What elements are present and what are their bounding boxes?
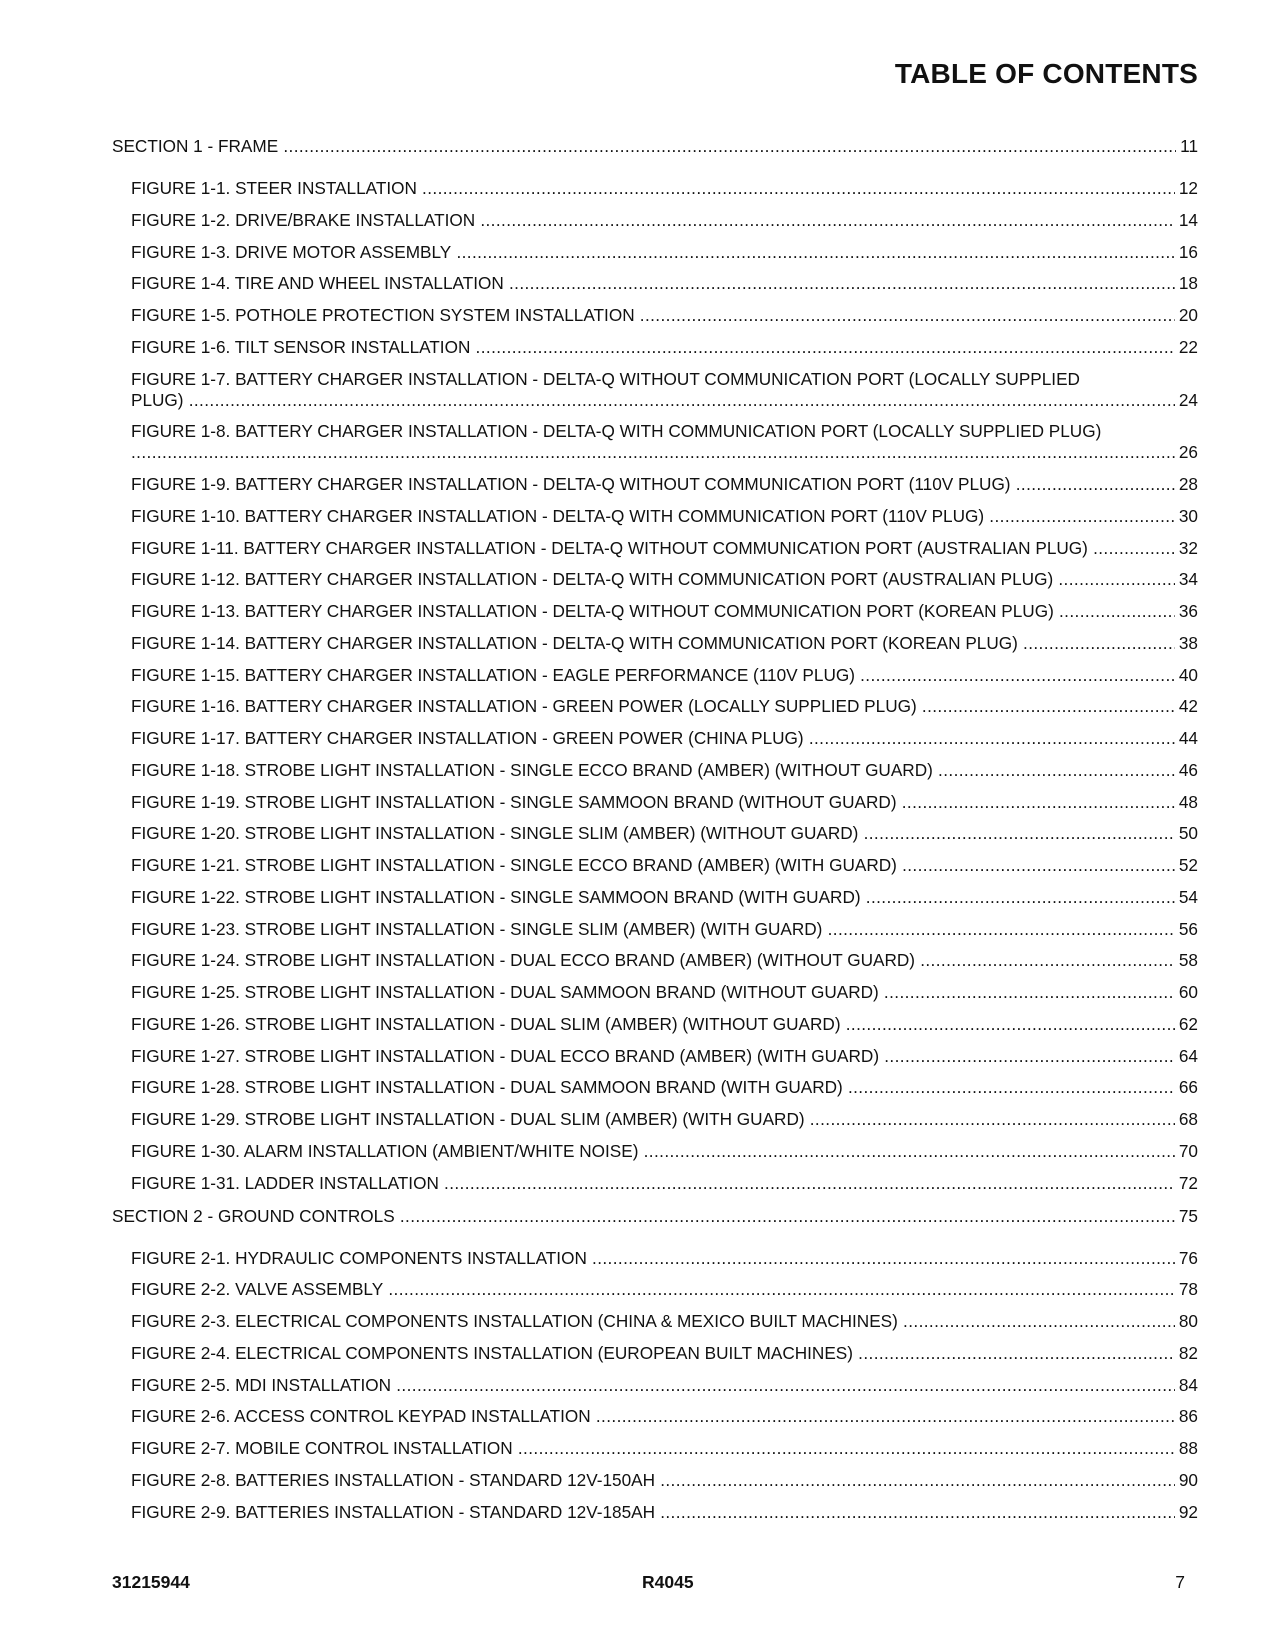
- toc-page-number: 12: [1175, 178, 1198, 199]
- toc-entry-label: FIGURE 1-6. TILT SENSOR INSTALLATION .....: [131, 337, 1198, 357]
- toc-page-number: 66: [1175, 1077, 1198, 1098]
- toc-entry-label: FIGURE 1-30. ALARM INSTALLATION (AMBIENT/WHITE NOISE) .....: [131, 1141, 1198, 1161]
- toc-figure-entry[interactable]: [131, 1248, 1198, 1269]
- toc-figure-entry[interactable]: [131, 760, 1198, 781]
- toc-entry-label: FIGURE 1-23. STROBE LIGHT INSTALLATION - SINGLE SLIM (AMBER) (WITH GUARD) .....: [131, 919, 1198, 939]
- toc-entry-label: FIGURE 1-14. BATTERY CHARGER INSTALLATION - DELTA-Q WITH COMMUNICATION PORT (KOREAN PLUG) .....: [131, 633, 1198, 653]
- toc-page-number: 80: [1175, 1311, 1198, 1332]
- page-title: TABLE OF CONTENTS: [894, 58, 1198, 89]
- toc-figure-entry[interactable]: [131, 1343, 1198, 1364]
- toc-entry-label: FIGURE 1-10. BATTERY CHARGER INSTALLATION - DELTA-Q WITH COMMUNICATION PORT (110V PLUG) .....: [131, 506, 1198, 526]
- toc-entry-label: FIGURE 2-2. VALVE ASSEMBLY .....: [131, 1279, 1198, 1299]
- toc-page-number: 60: [1175, 982, 1198, 1003]
- toc-entry-label: FIGURE 1-17. BATTERY CHARGER INSTALLATION - GREEN POWER (CHINA PLUG) .....: [131, 728, 1198, 748]
- toc-page-number: 38: [1175, 633, 1198, 654]
- toc-figure-entry[interactable]: [131, 421, 1198, 463]
- toc-figure-entry[interactable]: [131, 982, 1198, 1003]
- toc-page-number: 62: [1175, 1014, 1198, 1035]
- toc-page-number: 14: [1175, 210, 1198, 231]
- toc-entry-label: FIGURE 1-27. STROBE LIGHT INSTALLATION - DUAL ECCO BRAND (AMBER) (WITH GUARD) .....: [131, 1046, 1198, 1066]
- toc-figure-entry[interactable]: [131, 1279, 1198, 1300]
- toc-page-number: 11: [1176, 136, 1198, 157]
- toc-figure-entry[interactable]: [131, 1502, 1198, 1523]
- toc-figure-entry[interactable]: [131, 1014, 1198, 1035]
- toc-figure-entry[interactable]: [131, 178, 1198, 199]
- toc-page-number: 26: [1175, 442, 1198, 463]
- toc-entry-label: FIGURE 1-18. STROBE LIGHT INSTALLATION - SINGLE ECCO BRAND (AMBER) (WITHOUT GUARD) .....: [131, 760, 1198, 780]
- toc-figure-entry[interactable]: [131, 792, 1198, 813]
- toc-entry-label: FIGURE 1-11. BATTERY CHARGER INSTALLATION - DELTA-Q WITHOUT COMMUNICATION PORT (AUSTRALIAN PLUG) .....: [131, 538, 1198, 558]
- toc-figure-entry[interactable]: [131, 242, 1198, 263]
- toc-page-number: 68: [1175, 1109, 1198, 1130]
- toc-entry-label: FIGURE 1-8. BATTERY CHARGER INSTALLATION - DELTA-Q WITH COMMUNICATION PORT (LOCALLY SUPPLIED PLUG): [131, 421, 1102, 442]
- toc-entry-label-continued: [131, 442, 1198, 462]
- toc-figure-entry[interactable]: [131, 1470, 1198, 1491]
- toc-figure-entry[interactable]: [131, 1077, 1198, 1098]
- toc-page-number: 88: [1175, 1438, 1198, 1459]
- toc-figure-entry[interactable]: [131, 1375, 1198, 1396]
- toc-section-entry[interactable]: [112, 1206, 1198, 1227]
- toc-entry-label: FIGURE 1-9. BATTERY CHARGER INSTALLATION - DELTA-Q WITHOUT COMMUNICATION PORT (110V PLUG) .....: [131, 474, 1198, 494]
- toc-entry-label: FIGURE 1-29. STROBE LIGHT INSTALLATION - DUAL SLIM (AMBER) (WITH GUARD) .....: [131, 1109, 1198, 1129]
- toc-entry-label: FIGURE 2-7. MOBILE CONTROL INSTALLATION .....: [131, 1438, 1198, 1458]
- toc-entry-label: FIGURE 2-8. BATTERIES INSTALLATION - STANDARD 12V-150AH .....: [131, 1470, 1198, 1490]
- toc-entry-label: FIGURE 1-20. STROBE LIGHT INSTALLATION - SINGLE SLIM (AMBER) (WITHOUT GUARD) .....: [131, 823, 1198, 843]
- toc-entry-label: FIGURE 2-4. ELECTRICAL COMPONENTS INSTALLATION (EUROPEAN BUILT MACHINES) .....: [131, 1343, 1198, 1363]
- toc-page-number: 52: [1175, 855, 1198, 876]
- toc-figure-entry[interactable]: [131, 1438, 1198, 1459]
- toc-page-number: 90: [1175, 1470, 1198, 1491]
- toc-entry-label: FIGURE 1-3. DRIVE MOTOR ASSEMBLY .....: [131, 242, 1198, 262]
- toc-page-number: 70: [1175, 1141, 1198, 1162]
- toc-entry-label-continued: PLUG) .....: [131, 390, 1198, 410]
- toc-figure-entry[interactable]: [131, 474, 1198, 495]
- toc-page-number: 24: [1175, 390, 1198, 411]
- toc-figure-entry[interactable]: [131, 506, 1198, 527]
- toc-figure-entry[interactable]: [131, 887, 1198, 908]
- toc-entry-label: FIGURE 2-9. BATTERIES INSTALLATION - STANDARD 12V-185AH .....: [131, 1502, 1198, 1522]
- model-number: R4045: [642, 1572, 694, 1592]
- toc-page-number: 48: [1175, 792, 1198, 813]
- toc-page-number: 58: [1175, 950, 1198, 971]
- toc-figure-entry[interactable]: [131, 1046, 1198, 1067]
- toc-entry-label: FIGURE 1-13. BATTERY CHARGER INSTALLATION - DELTA-Q WITHOUT COMMUNICATION PORT (KOREAN PLUG) .....: [131, 601, 1198, 621]
- toc-entry-label: FIGURE 2-6. ACCESS CONTROL KEYPAD INSTALLATION .....: [131, 1406, 1198, 1426]
- toc-page-number: 82: [1175, 1343, 1198, 1364]
- toc-page-number: 50: [1175, 823, 1198, 844]
- toc-page-number: 36: [1175, 601, 1198, 622]
- toc-entry-label: FIGURE 1-21. STROBE LIGHT INSTALLATION - SINGLE ECCO BRAND (AMBER) (WITH GUARD) .....: [131, 855, 1198, 875]
- toc-page-number: 72: [1175, 1173, 1198, 1194]
- toc-page-number: 86: [1175, 1406, 1198, 1427]
- toc-figure-entry[interactable]: [131, 337, 1198, 358]
- document-number: 31215944: [112, 1572, 190, 1592]
- toc-page-number: 42: [1175, 696, 1198, 717]
- toc-figure-entry[interactable]: [131, 210, 1198, 231]
- toc-figure-entry[interactable]: [131, 919, 1198, 940]
- toc-entry-label: FIGURE 1-15. BATTERY CHARGER INSTALLATION - EAGLE PERFORMANCE (110V PLUG) .....: [131, 665, 1198, 685]
- toc-page-number: 32: [1175, 538, 1198, 559]
- toc-page-number: 78: [1175, 1279, 1198, 1300]
- toc-page-number: 46: [1175, 760, 1198, 781]
- toc-figure-entry[interactable]: [131, 369, 1198, 411]
- toc-entry-label: FIGURE 2-3. ELECTRICAL COMPONENTS INSTALLATION (CHINA & MEXICO BUILT MACHINES) .....: [131, 1311, 1198, 1331]
- toc-entry-label: FIGURE 1-16. BATTERY CHARGER INSTALLATION - GREEN POWER (LOCALLY SUPPLIED PLUG) .....: [131, 696, 1198, 716]
- toc-page-number: 40: [1175, 665, 1198, 686]
- toc-entry-label: SECTION 1 - FRAME .....: [112, 136, 1198, 156]
- toc-page-number: 28: [1175, 474, 1198, 495]
- toc-figure-entry[interactable]: [131, 1406, 1198, 1427]
- toc-page-number: 76: [1175, 1248, 1198, 1269]
- toc-figure-entry[interactable]: [131, 728, 1198, 749]
- toc-figure-entry[interactable]: [131, 569, 1198, 590]
- toc-entry-label: FIGURE 1-12. BATTERY CHARGER INSTALLATION - DELTA-Q WITH COMMUNICATION PORT (AUSTRALIAN PLUG) .....: [131, 569, 1198, 589]
- toc-entry-label: FIGURE 1-26. STROBE LIGHT INSTALLATION - DUAL SLIM (AMBER) (WITHOUT GUARD) .....: [131, 1014, 1198, 1034]
- toc-figure-entry[interactable]: [131, 1109, 1198, 1130]
- toc-entry-label: FIGURE 1-19. STROBE LIGHT INSTALLATION - SINGLE SAMMOON BRAND (WITHOUT GUARD) .....: [131, 792, 1198, 812]
- toc-page-number: 54: [1175, 887, 1198, 908]
- table-of-contents: [112, 136, 1198, 1533]
- toc-figure-entry[interactable]: [131, 855, 1198, 876]
- toc-figure-entry[interactable]: [131, 273, 1198, 294]
- toc-page-number: 18: [1175, 273, 1198, 294]
- toc-entry-label: FIGURE 1-22. STROBE LIGHT INSTALLATION - SINGLE SAMMOON BRAND (WITH GUARD) .....: [131, 887, 1198, 907]
- toc-figure-entry[interactable]: [131, 1141, 1198, 1162]
- toc-figure-entry[interactable]: [131, 538, 1198, 559]
- toc-page-number: 44: [1175, 728, 1198, 749]
- toc-page-number: 75: [1175, 1206, 1198, 1227]
- toc-figure-entry[interactable]: [131, 950, 1198, 971]
- toc-section-entry[interactable]: [112, 136, 1198, 157]
- toc-figure-entry[interactable]: [131, 1173, 1198, 1194]
- toc-entry-label: FIGURE 1-2. DRIVE/BRAKE INSTALLATION .....: [131, 210, 1198, 230]
- toc-figure-entry[interactable]: [131, 601, 1198, 622]
- toc-entry-label: FIGURE 1-7. BATTERY CHARGER INSTALLATION - DELTA-Q WITHOUT COMMUNICATION PORT (LOCALLY SUPPLIED: [131, 368, 1080, 389]
- toc-entry-label: FIGURE 2-5. MDI INSTALLATION .....: [131, 1375, 1198, 1395]
- toc-page-number: 84: [1175, 1375, 1198, 1396]
- toc-entry-label: FIGURE 1-28. STROBE LIGHT INSTALLATION - DUAL SAMMOON BRAND (WITH GUARD) .....: [131, 1077, 1198, 1097]
- toc-entry-label: SECTION 2 - GROUND CONTROLS .....: [112, 1206, 1198, 1226]
- toc-page-number: 34: [1175, 569, 1198, 590]
- toc-figure-entry[interactable]: [131, 1311, 1198, 1332]
- toc-figure-entry[interactable]: [131, 823, 1198, 844]
- toc-page-number: 20: [1175, 305, 1198, 326]
- toc-entry-label: FIGURE 1-24. STROBE LIGHT INSTALLATION - DUAL ECCO BRAND (AMBER) (WITHOUT GUARD) .....: [131, 950, 1198, 970]
- toc-page-number: 56: [1175, 919, 1198, 940]
- toc-page-number: 92: [1175, 1502, 1198, 1523]
- toc-page-number: 16: [1175, 242, 1198, 263]
- toc-entry-label: FIGURE 1-31. LADDER INSTALLATION .....: [131, 1173, 1198, 1193]
- page-number: 7: [1175, 1572, 1185, 1592]
- toc-entry-label: FIGURE 1-4. TIRE AND WHEEL INSTALLATION .....: [131, 273, 1198, 293]
- toc-entry-label: FIGURE 1-1. STEER INSTALLATION .....: [131, 178, 1198, 198]
- toc-figure-entry[interactable]: [131, 305, 1198, 326]
- toc-entry-label: FIGURE 2-1. HYDRAULIC COMPONENTS INSTALLATION .....: [131, 1248, 1198, 1268]
- toc-figure-entry[interactable]: [131, 665, 1198, 686]
- toc-figure-entry[interactable]: [131, 696, 1198, 717]
- toc-page-number: 22: [1175, 337, 1198, 358]
- toc-page-number: 30: [1175, 506, 1198, 527]
- toc-figure-entry[interactable]: [131, 633, 1198, 654]
- toc-entry-label: FIGURE 1-5. POTHOLE PROTECTION SYSTEM INSTALLATION .....: [131, 305, 1198, 325]
- toc-entry-label: FIGURE 1-25. STROBE LIGHT INSTALLATION - DUAL SAMMOON BRAND (WITHOUT GUARD) .....: [131, 982, 1198, 1002]
- toc-page-number: 64: [1175, 1046, 1198, 1067]
